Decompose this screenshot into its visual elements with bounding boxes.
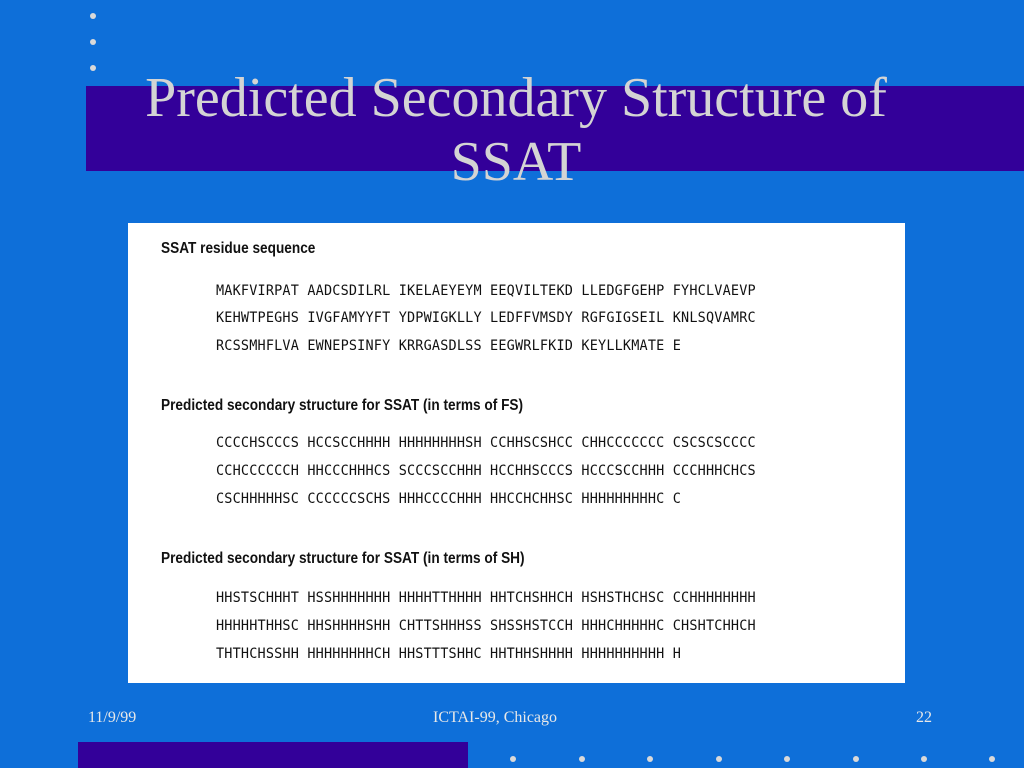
decorative-dot [90, 13, 96, 19]
decorative-dot [510, 756, 516, 762]
slide-title-line-1: Predicted Secondary Structure of [145, 67, 887, 129]
sh-structure-line: HHSTSCHHHT HSSHHHHHHH HHHHTTHHHH HHTCHSHHCH HSHSTHCHSC CCHHHHHHHH [216, 590, 756, 606]
decorative-dot [989, 756, 995, 762]
footer-date: 11/9/99 [88, 709, 137, 726]
sequence-figure-panel [128, 223, 905, 683]
fs-structure-line: CCCCHSCCCS HCCSCCHHHH HHHHHHHHSH CCHHSCSHCC CHHCCCCCCC CSCSCSCCCC [216, 435, 756, 451]
fs-structure-line: CCHCCCCCCH HHCCCHHHCS SCCCSCCHHH HCCHHSCCCS HCCCSCCHHH CCCHHHCHCS [216, 463, 756, 479]
decorative-dot [716, 756, 722, 762]
sh-structure-line: THTHCHSSHH HHHHHHHHCH HHSTTTSHHC HHTHHSHHHH HHHHHHHHHH H [216, 646, 682, 662]
residue-sequence-line: MAKFVIRPAT AADCSDILRL IKELAEYEYM EEQVILTEKD LLEDGFGEHP FYHCLVAEVP [216, 283, 756, 299]
residue-sequence-line: KEHWTPEGHS IVGFAMYYFT YDPWIGKLLY LEDFFVMSDY RGFGIGSEIL KNLSQVAMRC [216, 310, 756, 326]
decorative-dot [647, 756, 653, 762]
footer-event: ICTAI-99, Chicago [433, 709, 558, 726]
decorative-dot [90, 39, 96, 45]
slide-title [86, 66, 946, 194]
fs-structure-line: CSCHHHHHSC CCCCCCSCHS HHHCCCCHHH HHCCHCHHSC HHHHHHHHHC C [216, 491, 682, 507]
footer-page-number: 22 [916, 709, 932, 726]
decorative-dot [853, 756, 859, 762]
fs-structure-heading: Predicted secondary structure for SSAT (in terms of FS) [161, 397, 524, 414]
slide-title-line-2: SSAT [450, 131, 582, 193]
decorative-dot [784, 756, 790, 762]
residue-sequence-line: RCSSMHFLVA EWNEPSINFY KRRGASDLSS EEGWRLFKID KEYLLKMATE E [216, 338, 682, 354]
residue-sequence-heading: SSAT residue sequence [161, 240, 316, 257]
decorative-dot [921, 756, 927, 762]
footer-accent-bar [78, 742, 468, 768]
decorative-dot [579, 756, 585, 762]
sh-structure-line: HHHHHTHHSC HHSHHHHSHH CHTTSHHHSS SHSSHSTCCH HHHCHHHHHC CHSHTCHHCH [216, 618, 756, 634]
sh-structure-heading: Predicted secondary structure for SSAT (in terms of SH) [161, 550, 525, 567]
